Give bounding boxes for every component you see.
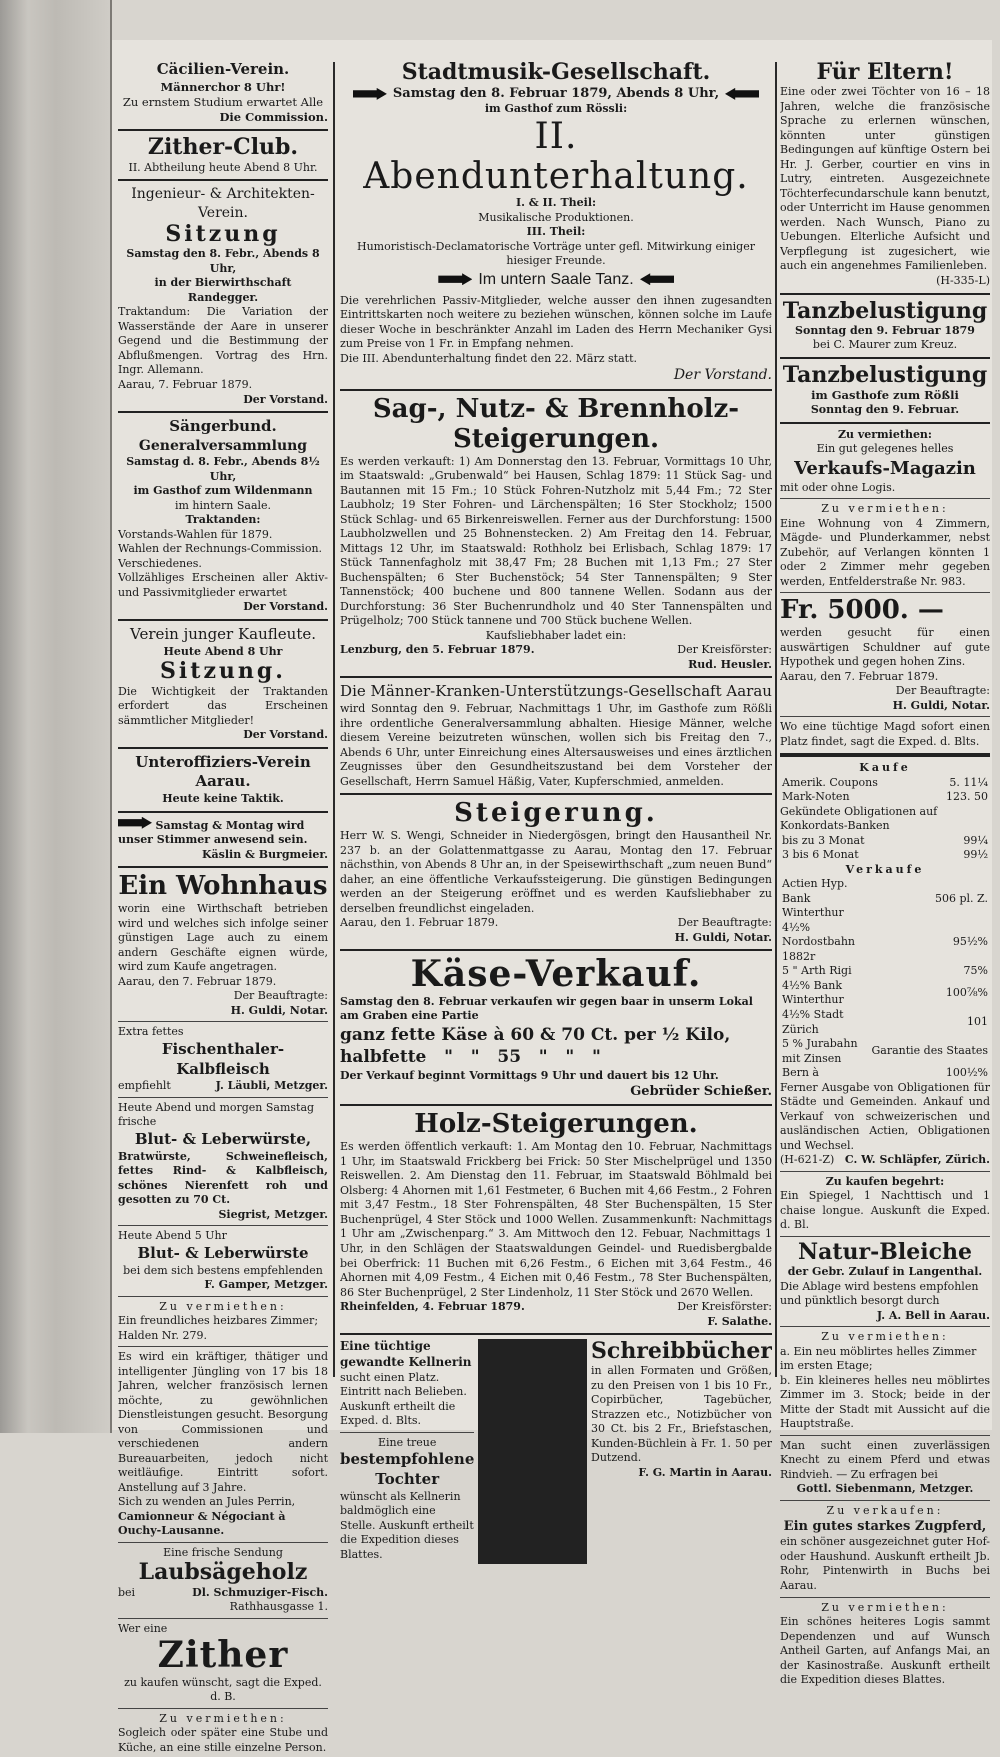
ad-line: Eine frische Sendung xyxy=(163,1545,283,1559)
ad-heading: Zu vermiethen: xyxy=(821,1600,949,1614)
ad-line: ganz fette Käse à 60 & 70 Ct. per ½ Kilo, xyxy=(340,1024,731,1045)
ad-line: Eine treue xyxy=(377,1435,437,1449)
ad-ingenieur-verein xyxy=(118,185,328,407)
ad-heading: Zu vermiethen: xyxy=(821,1330,949,1344)
kurse-label: Amerik. Coupons xyxy=(782,775,878,789)
ad-laubsaegeholz xyxy=(118,1546,328,1615)
ad-line: Im untern Saale Tanz. xyxy=(478,270,634,288)
ad-body: worin eine Wirthschaft betrieben wird und welches sich infolge seiner günstigen Lage auch zu einem andern Geschäfte eignen würde, wird zum Kaufe angetragen. xyxy=(118,902,328,974)
ad-body: Ein freundliches heizbares Zimmer; Halden Nr. 279. xyxy=(118,1314,319,1342)
ad-body: wünscht als Kellnerin baldmöglich eine Stelle. Auskunft ertheilt die Expedition dieses Blattes. xyxy=(340,1489,474,1561)
kurse-label: 4½% Stadt Zürich xyxy=(782,1008,844,1036)
ad-body: Wo eine tüchtige Magd sofort einen Platz findet, sagt die Exped. d. Blts. xyxy=(780,720,990,748)
ad-stube xyxy=(118,1712,328,1756)
ad-heading: Zu vermiethen: xyxy=(159,1711,287,1725)
ad-logis xyxy=(780,1601,990,1688)
kurse-value: 75% xyxy=(963,964,988,978)
ad-blutwurst-gamper xyxy=(118,1229,328,1292)
ad-maenner-kranken xyxy=(340,682,772,789)
ad-title: Holz-Steigerungen. xyxy=(414,1109,698,1140)
ad-heading: Sitzung xyxy=(165,221,281,248)
kurse-verkaufe-heading: Verkaufe xyxy=(845,862,925,876)
ad-signature: Dl. Schmuziger-Fisch. xyxy=(192,1585,328,1599)
ad-line: Extra fettes xyxy=(118,1025,184,1039)
ad-body: Ein schönes heiteres Logis sammt Dependenzen und auf Wunsch Antheil Garten, auf Anfangs Mai, an der Kasinostraße. Auskunft ertheilt die Expedition dieses Blattes. xyxy=(780,1615,990,1687)
kurse-value: 100⅞% xyxy=(945,986,988,1000)
ad-line: III. Theil: xyxy=(526,225,586,239)
ad-kaufleute xyxy=(118,625,328,743)
ad-body: Ein Spiegel, 1 Nachttisch und 1 chaise longue. Auskunft die Exped. d. Bl. xyxy=(780,1189,990,1232)
ad-code: (H-621-Z) xyxy=(780,1153,835,1167)
ad-wohnung xyxy=(780,502,990,589)
ad-line: Sonntag den 9. Februar 1879 xyxy=(795,323,975,337)
kurse-label: Bern à xyxy=(782,1066,819,1080)
ad-wohnhaus xyxy=(118,872,328,1018)
ad-line: II. Abtheilung heute Abend 8 Uhr. xyxy=(128,160,318,174)
kurse-value: 506 pl. Z. xyxy=(935,891,988,905)
column-left xyxy=(118,60,328,1757)
ad-body: Bratwürste, Schweinefleisch, fettes Rind- & Kalbfleisch, schönes Nierenfett roh und gesotten zu 70 Ct. xyxy=(118,1149,328,1207)
ad-title: Käse-Verkauf. xyxy=(410,953,702,996)
ad-stimmer xyxy=(118,817,328,863)
ad-body: Es wird ein kräftiger, thätiger und intelligenter Jüngling von 17 bis 18 Jahren, welcher französisch lernen möchte, zu gewöhnlichen Dienstleistungen gesucht. Besorgung von Commissionen und verschiedenen andern Bureauarbeiten, jedoch nicht weitläufige. Eintritt sofort. Anstellung auf 3 Jahre. xyxy=(118,1350,328,1494)
ad-signature: J. A. Bell in Aarau. xyxy=(876,1308,990,1322)
ad-line: Sonntag den 9. Februar. xyxy=(810,403,960,417)
ad-signature: F. Gamper, Metzger. xyxy=(204,1278,328,1292)
ad-line: Die III. Abendunterhaltung findet den 22. März statt. xyxy=(340,351,637,365)
ad-signature: Der Vorstand. xyxy=(243,728,328,742)
kurse-row xyxy=(780,1008,990,1037)
ad-schreibbuecher xyxy=(591,1339,772,1562)
pointing-hand-icon xyxy=(118,817,152,829)
ad-line: im Gasthof zum Wildenmann xyxy=(133,484,313,498)
ad-body: Die Wichtigkeit der Traktanden erfordert das Erscheinen sämmtlicher Mitglieder! xyxy=(118,684,328,727)
ad-signature: Rud. Heusler. xyxy=(688,657,772,671)
ad-line: Verschiedenes. xyxy=(118,556,202,570)
ad-title: Fr. 5000. — xyxy=(780,595,944,626)
ad-natur-bleiche xyxy=(780,1240,990,1323)
ad-title: Natur-Bleiche xyxy=(798,1238,972,1265)
ad-line: im Gasthofe zum Rößli xyxy=(811,388,959,403)
ad-role: Der Kreisförster: xyxy=(677,1300,772,1314)
ad-fuer-eltern xyxy=(780,60,990,289)
kurse-label: Mark-Noten xyxy=(782,790,850,804)
ad-line: Heute Abend und morgen Samstag frische xyxy=(118,1100,315,1129)
ad-title: Eine tüchtige gewandte Kellnerin xyxy=(340,1339,472,1369)
ad-line: Traktanden: xyxy=(185,513,261,527)
ad-line: Humoristisch-Declamatorische Vorträge unter gefl. Mitwirkung einiger hiesiger Freunde. xyxy=(356,239,755,268)
ad-body: werden gesucht für einen auswärtigen Schuldner auf gute Hypothek und gegen hohen Zins. xyxy=(780,626,990,669)
ad-line: zu kaufen wünscht, sagt die Exped. d. B. xyxy=(124,1675,322,1704)
kurse-row xyxy=(780,834,990,849)
ad-role: Der Beauftragte: xyxy=(233,989,328,1003)
kurse-value: 100½% xyxy=(945,1066,988,1080)
kurse-row xyxy=(780,877,990,921)
ad-line: Musikalische Produktionen. xyxy=(478,210,634,224)
ad-signature: Gottl. Siebenmann, Metzger. xyxy=(796,1482,974,1496)
ad-line: Der Verkauf beginnt Vormittags 9 Uhr und dauert bis 12 Uhr. xyxy=(340,1068,719,1082)
ad-line: Vorstands-Wahlen für 1879. xyxy=(118,527,273,541)
ad-line: Samstag & Montag wird unser Stimmer anwesend sein. xyxy=(118,818,308,847)
kurse-verkaufe-table xyxy=(780,877,990,1080)
ad-title: Steigerung. xyxy=(454,798,658,829)
ad-title: Unteroffiziers-Verein Aarau. xyxy=(135,752,311,791)
ad-zimmer-etage xyxy=(780,1330,990,1432)
ad-body: Sogleich oder später eine Stube und Küche, an eine stille einzelne Person. xyxy=(118,1726,328,1754)
ad-title: Zither-Club. xyxy=(147,134,299,161)
kurse-value: 5. 11¼ xyxy=(949,775,988,789)
kurse-row xyxy=(780,1037,990,1066)
ad-signature: Der Vorstand. xyxy=(243,600,328,614)
kurse-row xyxy=(780,776,990,791)
ad-line: Samstag den 8. Februar 1879, Abends 8 Uhr, xyxy=(392,86,720,102)
ad-line: Kaufsliebhaber ladet ein: xyxy=(485,628,627,642)
column-right xyxy=(780,60,990,1690)
ad-signature: C. W. Schläpfer, Zürich. xyxy=(844,1153,990,1167)
kurse-label: 5 % Jurabahn mit Zinsen xyxy=(782,1037,858,1065)
column-rule xyxy=(333,62,335,1377)
ad-heading: Zu verkaufen: xyxy=(826,1503,944,1517)
ad-signature: Die Commission. xyxy=(219,110,328,125)
ad-heading: Sitzung. xyxy=(160,658,286,685)
ad-knecht xyxy=(780,1439,990,1497)
ad-zu-kaufen-begehrt xyxy=(780,1175,990,1233)
ad-body: ein schöner ausgezeichnet guter Hof- oder Haushund. Auskunft ertheilt Jb. Rohr, Pintenwirth in Buchs bei Aarau. xyxy=(780,1535,990,1592)
ad-line: b. Ein kleineres helles neu möblirtes Zimmer im 3. Stock; beide in der Mitte der Stadt mit Aussicht auf die Hauptstraße. xyxy=(780,1373,990,1431)
kurse-label: 3 bis 6 Monat xyxy=(782,848,859,862)
ad-title: Verein junger Kaufleute. xyxy=(129,624,317,643)
ad-body: Man sucht einen zuverlässigen Knecht zu einem Pferd und etwas Rindvieh. — Zu erfragen bei xyxy=(780,1438,990,1481)
ad-line: empfiehlt xyxy=(118,1079,171,1093)
ad-signature: F. Salathe. xyxy=(707,1314,772,1328)
ad-line: in der Bierwirthschaft Randegger. xyxy=(154,276,292,304)
ad-title: Ingenieur- & Architekten-Verein. xyxy=(131,186,315,221)
pointing-hand-icon xyxy=(725,88,759,100)
ad-body: wird Sonntag den 9. Februar, Nachmittags 1 Uhr, im Gasthofe zum Rößli ihre ordentliche Generalversammlung abhalten. Hiesige Männer, welche diesem Vereine beizutreten wünschen, wollen sich bis Freitag den 7., Abends 6 Uhr, unter Einreichung eines Altersausweises und eines ärztlichen Zeugnisses über den Gesundheitszustand bei dem Vorsteher der Gesellschaft, Herrn Samuel Häßig, Vater, Kupferschmied, anmelden. xyxy=(340,702,772,788)
kurse-row xyxy=(780,1066,990,1081)
ad-line: Zu ernstem Studium erwartet Alle xyxy=(122,94,324,109)
ad-title: bestempfohlene Tochter xyxy=(340,1450,475,1489)
kurse-value: 99¼ xyxy=(963,833,988,847)
ad-line: halbfette xyxy=(340,1047,427,1068)
kurse-label: bis zu 3 Monat xyxy=(782,833,865,847)
ad-date: Aarau, den 7. Februar 1879. xyxy=(118,974,277,988)
ad-signature: Gebrüder Schießer. xyxy=(630,1084,772,1100)
ad-zugpferd xyxy=(780,1504,990,1594)
ad-signature: Der Vorstand. xyxy=(243,392,328,406)
kurse-label: Actien Hyp. Bank Winterthur xyxy=(782,877,848,920)
ad-title: Tanzbelustigung xyxy=(782,361,988,388)
ad-line: Gekündete Obligationen auf Konkordats-Banken xyxy=(780,804,938,833)
pointing-hand-icon xyxy=(353,88,387,100)
ad-line: Ein gut gelegenes helles xyxy=(816,442,954,456)
ad-line: der Gebr. Zulauf in Langenthal. xyxy=(787,1265,983,1279)
column-middle xyxy=(340,60,772,1564)
kurse-row xyxy=(780,964,990,979)
ad-date: Aarau, den 7. Februar 1879. xyxy=(780,669,939,683)
ad-signature: J. Läubli, Metzger. xyxy=(215,1079,328,1093)
ad-body: Ferner Ausgabe von Obligationen für Städte und Gemeinden. Ankauf und Verkauf von schweizerischen und ausländischen Actien, Obligationen und Wechsel. xyxy=(780,1080,990,1152)
ad-title: Ein gutes starkes Zugpferd, xyxy=(783,1519,987,1535)
ad-line: Heute Abend 5 Uhr xyxy=(118,1229,227,1243)
ad-title: Blut- & Leberwürste xyxy=(137,1243,309,1262)
ad-heading: Zu vermiethen: xyxy=(159,1299,287,1313)
ad-heading: Generalversammlung xyxy=(138,437,308,454)
ad-title: Verkaufs-Magazin xyxy=(794,457,976,479)
ad-signature: Käslin & Burgmeier. xyxy=(201,847,328,861)
ad-zither xyxy=(118,1622,328,1705)
ad-signature: H. Guldi, Notar. xyxy=(230,1003,328,1017)
ad-steigerung xyxy=(340,799,772,945)
ad-tanz-roessli xyxy=(780,363,990,418)
kurse-label: 4½% Nordostbahn 1882r xyxy=(782,920,856,963)
kurse-value: 101 xyxy=(967,1015,988,1029)
ad-holz-steigerungen xyxy=(340,1110,772,1329)
ad-body: Die verehrlichen Passiv-Mitglieder, welche ausser den ihnen zugesandten Eintrittskarten noch weitere zu beziehen wünschen, können solche im Laufe dieser Woche in beschränkter Anzahl im Laden des Herrn Mechaniker Gysi zum Preise von 1 Fr. in Empfang nehmen. xyxy=(340,293,772,351)
ad-line: 55 xyxy=(497,1047,522,1068)
ad-title: Laubsägeholz xyxy=(138,1559,308,1586)
ad-date: Lenzburg, den 5. Februar 1879. xyxy=(340,643,535,657)
ad-title: Schreibbücher xyxy=(591,1338,772,1365)
ad-body: Vollzähliges Erscheinen aller Aktiv- und Passivmitglieder erwartet xyxy=(118,571,328,599)
ad-line: im hintern Saale. xyxy=(174,498,272,512)
ad-saengerbund xyxy=(118,417,328,615)
ad-signature: Siegrist, Metzger. xyxy=(218,1207,328,1221)
kurse-row xyxy=(780,790,990,805)
book-binding-edge xyxy=(0,0,112,1433)
pointing-hand-icon xyxy=(640,273,674,285)
ad-body: Eine oder zwei Töchter von 16 – 18 Jahren, welche die französische Sprache zu erlernen wünschen, könnten unter günstigen Bedingungen auf künftige Ostern bei Hr. J. Gerber, courtier en vins in Lutry, eintreten. Ausgezeichnete Töchterfecundarschule kann benutzt, oder Unterricht im Hause genommen werden. Nach Wunsch, Piano zu Uebungen. Elterliche Aufsicht und Verpflegung ist zugesichert, wie auch ein angenehmes Familienleben. xyxy=(780,85,990,273)
kurse-value: 99½ xyxy=(963,848,988,862)
ad-title: Sängerbund. xyxy=(169,417,277,436)
ad-signature: H. Guldi, Notar. xyxy=(892,698,990,712)
ad-verkaufs-magazin xyxy=(780,428,990,495)
ad-title: Stadtmusik-Gesellschaft. xyxy=(401,60,711,85)
ad-title: Sag-, Nutz- & Brennholz-Steigerungen. xyxy=(372,393,740,454)
ad-line: Wahlen der Rechnungs-Commission. xyxy=(118,542,323,556)
ad-date: Rheinfelden, 4. Februar 1879. xyxy=(340,1300,525,1314)
kurse-row xyxy=(780,921,990,965)
ad-title: Blut- & Leberwürste, xyxy=(134,1129,312,1148)
ad-body: Herr W. S. Wengi, Schneider in Niedergösgen, bringt den Hausantheil Nr. 237 b. an der Golattenmattgasse zu Aarau, Montag den 17. Februar nächsthin, von Abends 8 Uhr an, in der Speisewirthschaft „zum neuen Bund“ daher, an eine öffentliche Verkaufssteigerung. Die günstigen Bedingungen werden an der Steigerung eröffnet und es werden Kaufsliebhaber zu derselben freundlichst eingeladen. xyxy=(340,829,772,915)
ad-date: Aarau, 7. Februar 1879. xyxy=(118,378,253,391)
ad-body: Eine Wohnung von 4 Zimmern, Mägde- und Plunderkammer, nebst Zubehör, auf Verlangen könnten 1 oder 2 Zimmer mehr gegeben werden, Entfelderstraße Nr. 983. xyxy=(780,516,990,588)
kurse-kaufe-table xyxy=(780,776,990,805)
ad-code: (H-335-L) xyxy=(936,274,990,287)
ad-line: im Gasthof zum Rössli: xyxy=(484,102,628,116)
ad-caecilien-verein xyxy=(118,60,328,125)
ad-line: bei xyxy=(118,1585,136,1599)
pointing-hand-icon xyxy=(438,273,472,285)
ad-fr-5000 xyxy=(780,596,990,713)
ad-heading: Zu kaufen begehrt: xyxy=(825,1174,945,1188)
kurse-label: 4½% Bank Winterthur xyxy=(782,978,844,1007)
ad-line: a. Ein neu möblirtes helles Zimmer im ersten Etage; xyxy=(780,1344,977,1373)
ad-signature: F. G. Martin in Aarau. xyxy=(638,1465,772,1479)
kurse-row xyxy=(780,848,990,863)
ad-body: sucht einen Platz. Eintritt nach Belieben. Auskunft ertheilt die Exped. d. Blts. xyxy=(340,1370,467,1428)
kurse-row xyxy=(780,979,990,1008)
ad-blutwurst-siegrist xyxy=(118,1101,328,1222)
ad-kurse-schlaepfer xyxy=(780,761,990,1167)
ad-line: Camionneur & Négociant à Ouchy-Lausanne. xyxy=(118,1509,286,1538)
ad-title: Für Eltern! xyxy=(816,60,954,85)
kurse-value: 123. 50 xyxy=(946,790,988,804)
ad-line: Samstag den 8. Februar verkaufen wir gegen baar in unserm Lokal am Graben eine Partie xyxy=(340,994,753,1023)
ad-fischenthaler xyxy=(118,1025,328,1094)
ad-date: Aarau, den 1. Februar 1879. xyxy=(340,916,499,930)
ad-line: Männerchor 8 Uhr! xyxy=(160,79,286,94)
ad-role: Der Beauftragte: xyxy=(895,684,990,698)
ad-line: Heute Abend 8 Uhr xyxy=(163,644,283,658)
ad-magd xyxy=(780,720,990,749)
ad-body: in allen Formaten und Größen, zu den Preisen von 1 bis 10 Fr., Copirbücher, Tagebücher, Strazzen etc., Notizbücher von 30 Ct. bis 2 Fr., Briefstaschen, Kunden-Büchlein à Fr. 1. 50 per Dutzend. xyxy=(591,1364,772,1465)
ad-tanz-kreuz xyxy=(780,299,990,353)
ad-unteroffiziers xyxy=(118,753,328,807)
ad-kaese-verkauf: Käse-Verkauf. Samstag den 8. Februar verkaufen wir gegen baar in unserm Lokal am Graben eine Partie ganz fette Käse à 60 & 70 Ct. per ½ Kilo, halbfette " " 55 " " " Der Verkauf beginnt Vormittags 9 Uhr und dauert bis 12 Uhr. Gebrüder Schießer. xyxy=(340,953,772,1100)
kurse-kaufe-heading: Kaufe xyxy=(859,761,911,775)
ad-role: Der Beauftragte: xyxy=(677,916,772,930)
ad-signature: H. Guldi, Notar. xyxy=(674,930,772,944)
ad-signature: Rathhausgasse 1. xyxy=(229,1600,328,1614)
kurse-kaufe-table-2 xyxy=(780,834,990,863)
ad-line: bei dem sich bestens empfehlenden xyxy=(123,1263,323,1277)
kurse-value: 95½% xyxy=(952,935,988,949)
ad-line: Samstag d. 8. Febr., Abends 8½ Uhr, xyxy=(126,455,320,483)
ad-line: bei C. Maurer zum Kreuz. xyxy=(812,338,958,352)
ad-body: Es werden öffentlich verkauft: 1. Am Montag den 10. Februar, Nachmittags 1 Uhr, im Staatswald Frickberg bei Frick: 50 Ster Mischelprügel und 1350 Reiswellen. 2. Am Dienstag den 11. Februar, im Staatswald Böhlmald bei Olsberg: 4 Ahornen mit 1,61 Festmeter, 6 Buchen mit 4,66 Festm., 2 Fohren mit 3,47 Festm., 18 Ster Fohrenspälten, 48 Ster Buchenspälten, 15 Ster Buchenprügel, 4 Ster Stöck und 1000 Wellen. Zusammenkunft: Nachmittags 1 Uhr am „Zwischenparg.“ 3. Am Mittwoch den 12. Febuar, Nachmittags 1 Uhr, in den Schlägen der Staatswaldungen Geindel- und Ruedisbergbalde bei Oberfrick: 11 Buchen mit 6,26 Festm., 6 Eichen mit 3,64 Festm., 46 Ahornen mit 4,09 Festm., 4 Eichen mit 0,46 Festm., 78 Ster Buchenspälten, 86 Ster Buchenprügel, 2 Ster Lindenholz, 11 Ster Stöck und 2670 Wellen. xyxy=(340,1140,772,1299)
kurse-label: 5 " Arth Rigi xyxy=(782,964,852,978)
ad-title: Cäcilien-Verein. xyxy=(156,60,290,78)
ad-line: Samstag den 8. Febr., Abends 8 Uhr, xyxy=(126,247,320,275)
ad-title: Tanzbelustigung xyxy=(782,297,988,324)
ad-heading: Zu vermiethen: xyxy=(821,502,949,516)
ad-title: Zither xyxy=(157,1634,289,1677)
ad-title: Fischenthaler-Kalbfleisch xyxy=(161,1039,285,1078)
ad-sagholz-steigerungen xyxy=(340,395,772,673)
ad-zither-club xyxy=(118,135,328,175)
ad-line: Heute keine Taktik. xyxy=(162,792,284,806)
ad-signature: Der Vorstand. xyxy=(673,367,772,384)
ad-line: Wer eine xyxy=(118,1621,168,1635)
ad-line: I. & II. Theil: xyxy=(515,196,597,210)
ad-line: mit oder ohne Logis. xyxy=(780,480,896,494)
column-rule xyxy=(775,62,777,1377)
ad-body: Die Ablage wird bestens empfohlen und pünktlich besorgt durch xyxy=(780,1279,979,1308)
ad-body: Es werden verkauft: 1) Am Donnerstag den 13. Februar, Vormittags 10 Uhr, im Staatswald: „Grubenwald“ bei Hausen, Schlag 1879: 11 Stück Sag- und Bautannen mit 15 Fm.; 10 Stück Fohren-Nutzholz mit 5,44 Fm.; 72 Ster Laubholz; 19 Ster Fohren- und Lärchenspälten; 16 Ster Stockholz; 1500 Stück Schlag- und 65 Birkenreiswellen. Ferner aus der Durchforstung: 1500 Laubholzwellen und 25 Bohnenstecken. 2) Am Freitag den 14. Februar, Mittags 12 Uhr, im Staatswald: Rothholz bei Erlisbach, Schlag 1879: 17 Stück Tannenfagholz mit 38,47 Fm; 28 Buchen mit 1,13 Fm.; 27 Ster Buchenspälten; 6 Ster Buchenstöck; 54 Ster Tannenspälten; 9 Ster Tannenstöck; 400 buchene und 800 tannene Wellen. Sodann aus der Durchforstung: 36 Ster Buchenrundholz und 40 Ster Tannenspälten und Prügelholz; 700 Stück tannene und 700 Stück buchene Wellen. xyxy=(340,454,772,628)
ad-juengling xyxy=(118,1350,328,1539)
ad-kellnerin xyxy=(340,1339,474,1562)
ad-role: Der Kreisförster: xyxy=(677,643,772,657)
ad-heading: Zu vermiethen: xyxy=(838,427,932,441)
ad-stadtmusik xyxy=(340,60,772,385)
kurse-value: Garantie des Staates xyxy=(871,1044,988,1058)
ad-heading: II. Abendunterhaltung. xyxy=(363,115,749,197)
ad-line: Sich zu wenden an Jules Perrin, xyxy=(118,1495,296,1509)
ad-title: Die Männer-Kranken-Unterstützungs-Gesellschaft Aarau xyxy=(340,682,772,701)
ad-body: Traktandum: Die Variation der Wasserstände der Aare in unserer Gegend und die Bestimmung der Abflußmengen. Vortrag des Hrn. Ingr. Allemann. xyxy=(118,305,328,377)
ad-title: Ein Wohnhaus xyxy=(118,871,328,902)
ad-zimmer-halden xyxy=(118,1300,328,1344)
